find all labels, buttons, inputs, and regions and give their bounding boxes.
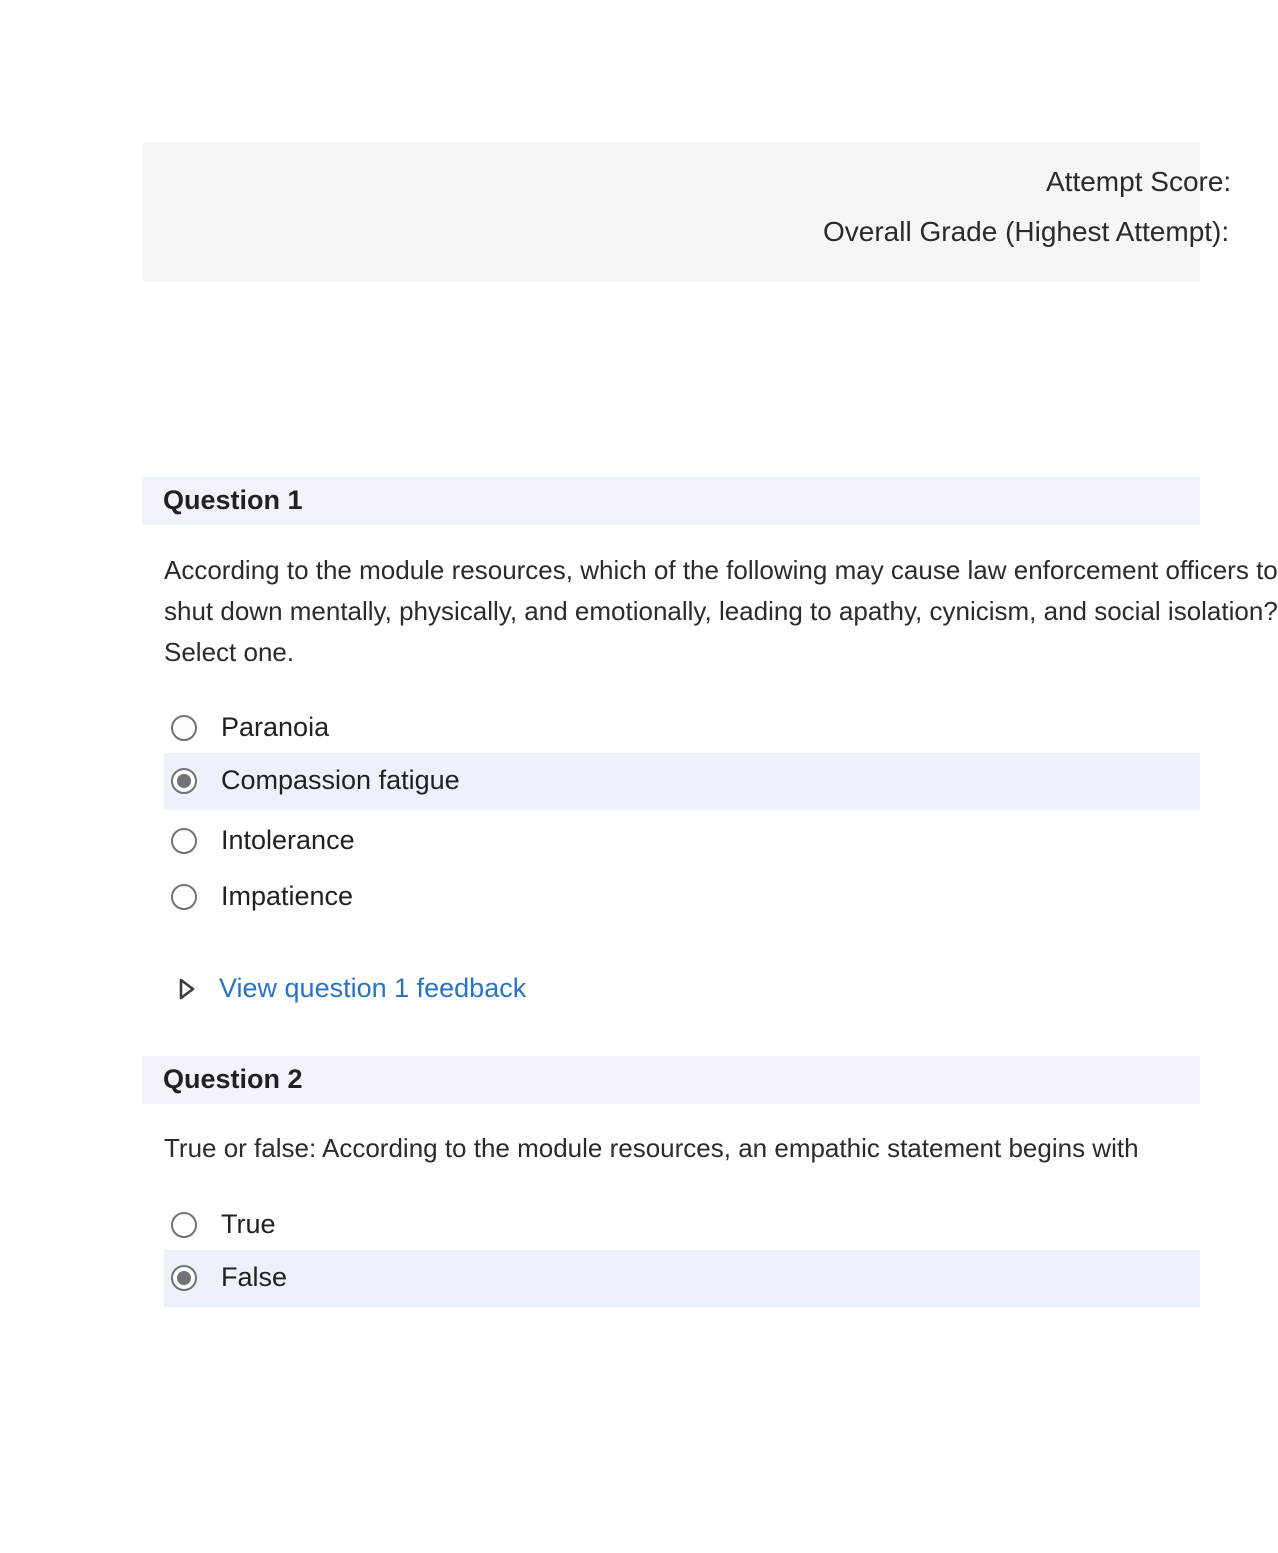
score-panel — [142, 142, 1232, 282]
question-2-option-false[interactable] — [164, 1250, 1200, 1307]
radio-button[interactable] — [171, 884, 197, 910]
view-feedback-link[interactable]: View question 1 feedback — [219, 973, 527, 1003]
overall-grade-label: Overall Grade (Highest Attempt): — [823, 216, 1230, 247]
option-label: Intolerance — [221, 825, 355, 855]
question-1-instruction: Select one. — [164, 637, 295, 667]
expand-triangle-icon[interactable] — [179, 978, 195, 1000]
question-2-text-line: True or false: According to the module resources, an empathic statement begins with — [164, 1133, 1139, 1163]
question-1-text — [164, 550, 1278, 673]
question-1-header: Question 1 — [142, 477, 1200, 525]
radio-button[interactable] — [171, 715, 197, 741]
question-1-option-impatience[interactable] — [164, 869, 1200, 926]
radio-button[interactable] — [171, 828, 197, 854]
attempt-score-label: Attempt Score: — [1046, 166, 1232, 197]
option-label: Compassion fatigue — [221, 765, 460, 795]
radio-button[interactable] — [171, 1212, 197, 1238]
option-label: False — [221, 1262, 288, 1292]
attempt-score-row — [142, 166, 1232, 202]
question-1-text-line: According to the module resources, which of the following may cause law enforcement officers to — [164, 555, 1278, 585]
question-2-header: Question 2 — [142, 1056, 1200, 1104]
question-2-option-true[interactable] — [164, 1197, 1200, 1254]
option-label: True — [221, 1209, 276, 1239]
overall-grade-row — [142, 216, 1230, 252]
question-1-option-paranoia[interactable] — [164, 700, 1200, 757]
radio-button-selected[interactable] — [171, 1265, 197, 1291]
question-1-option-intolerance[interactable] — [164, 813, 1200, 870]
question-1-text-line: shut down mentally, physically, and emotionally, leading to apathy, cynicism, and social isolation? — [164, 596, 1278, 626]
option-label: Paranoia — [221, 712, 330, 742]
option-label: Impatience — [221, 881, 354, 911]
radio-button-selected[interactable] — [171, 768, 197, 794]
question-1-option-compassion-fatigue[interactable] — [164, 753, 1200, 810]
question-2-text — [164, 1128, 1200, 1169]
